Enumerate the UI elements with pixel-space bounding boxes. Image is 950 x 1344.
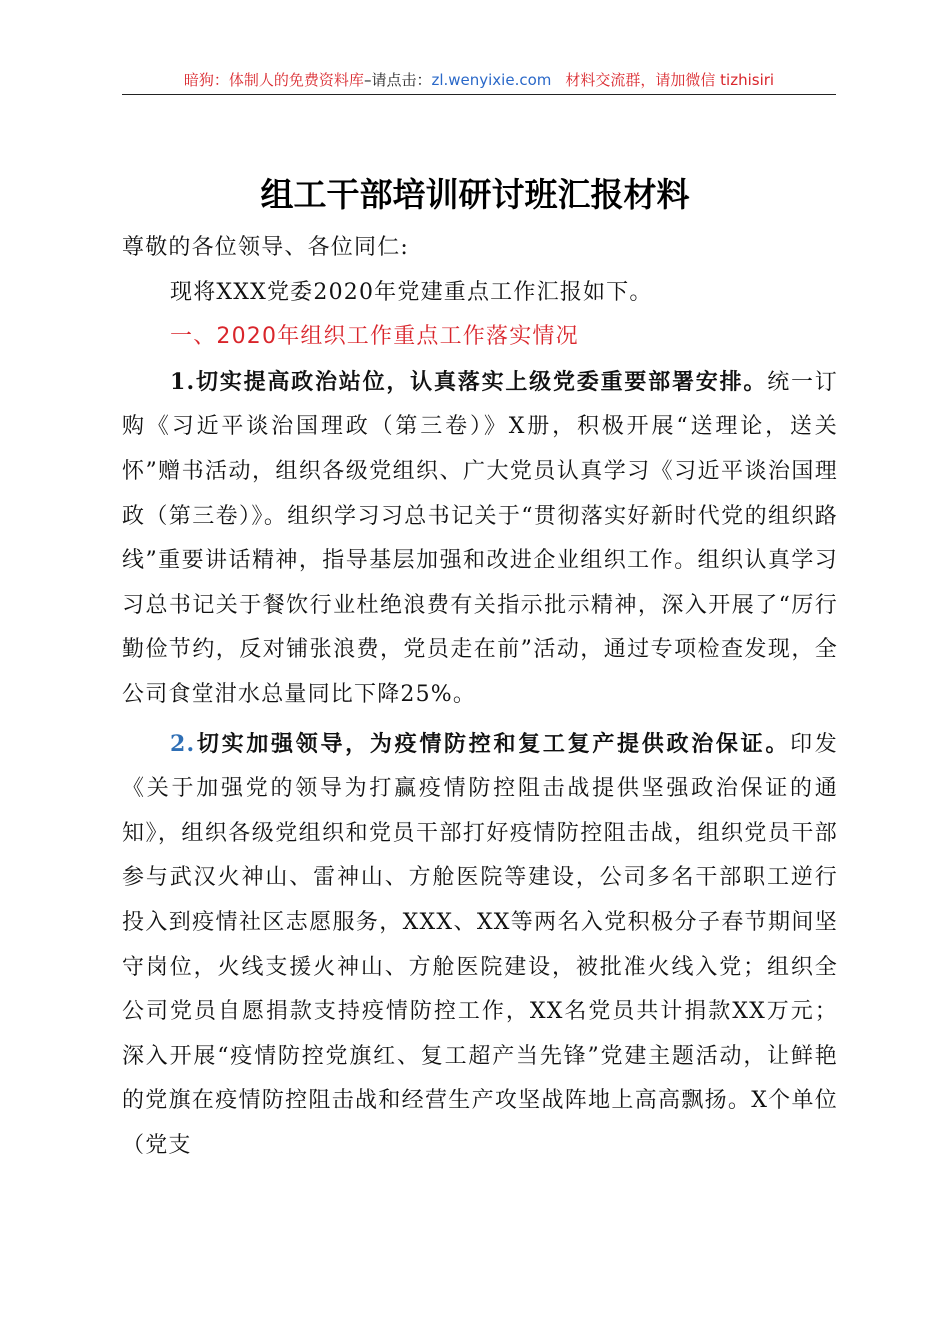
document-title: 组工干部培训研讨班汇报材料 <box>260 175 690 214</box>
item-2-heading: 切实加强领导，为疫情防控和复工复产提供政治保证。 <box>195 730 791 757</box>
header-site-link[interactable]: zl.wenyixie.com <box>431 71 552 89</box>
item-1-body: 统一订购《习近平谈治国理政（第三卷）》X册，积极开展“送理论，送关怀”赠书活动，组织各级党组织、广大党员认真学习《习近平谈治国理政（第三卷）》。组织学习习总书记关于“贯彻落实好新时代党的组织路线”重要讲话精神，指导基层加强和改进企业组织工作。组织认真学习习总书记关于餐饮行业杜绝浪费有关指示批示精神，深入开展了“厉行勤俭节约，反对铺张浪费，党员走在前”活动，通过专项检查发现，全公司食堂泔水总量同比下降25%。 <box>122 369 838 707</box>
item-2-body: 印发《关于加强党的领导为打赢疫情防控阻击战提供坚强政治保证的通知》，组织各级党组织和党员干部打好疫情防控阻击战，组织党员干部参与武汉火神山、雷神山、方舱医院等建设，公司多名干部职工逆行投入到疫情社区志愿服务，XXX、XX等两名入党积极分子春节期间坚守岗位，火线支援火神山、方舱医院建设，被批准火线入党；组织全公司党员自愿捐款支持疫情防控工作，XX名党员共计捐款XX万元；深入开展“疫情防控党旗红、复工超产当先锋”党建主题活动，让鲜艳的党旗在疫情防控阻击战和经营生产攻坚战阵地上高高飘扬。X个单位（党支 <box>122 731 838 1158</box>
item-2-paragraph <box>122 722 838 1169</box>
section-heading-1: 一、2020年组织工作重点工作落实情况 <box>170 324 579 350</box>
item-2-number: 2. <box>170 730 196 757</box>
header-wechat-note: 材料交流群，请加微信 tizhisiri <box>565 71 775 89</box>
document-body <box>122 226 838 1168</box>
page-header <box>122 66 836 95</box>
item-1-paragraph <box>122 360 838 718</box>
header-site-name: 暗狗：体制人的免费资料库 <box>183 71 364 89</box>
intro-paragraph: 现将XXX党委2020年党建重点工作汇报如下。 <box>170 279 653 305</box>
header-click-prompt: –请点击： <box>363 71 432 89</box>
item-1-heading: 1.切实提高政治站位，认真落实上级党委重要部署安排。 <box>170 368 768 395</box>
greeting: 尊敬的各位领导、各位同仁: <box>122 235 410 260</box>
